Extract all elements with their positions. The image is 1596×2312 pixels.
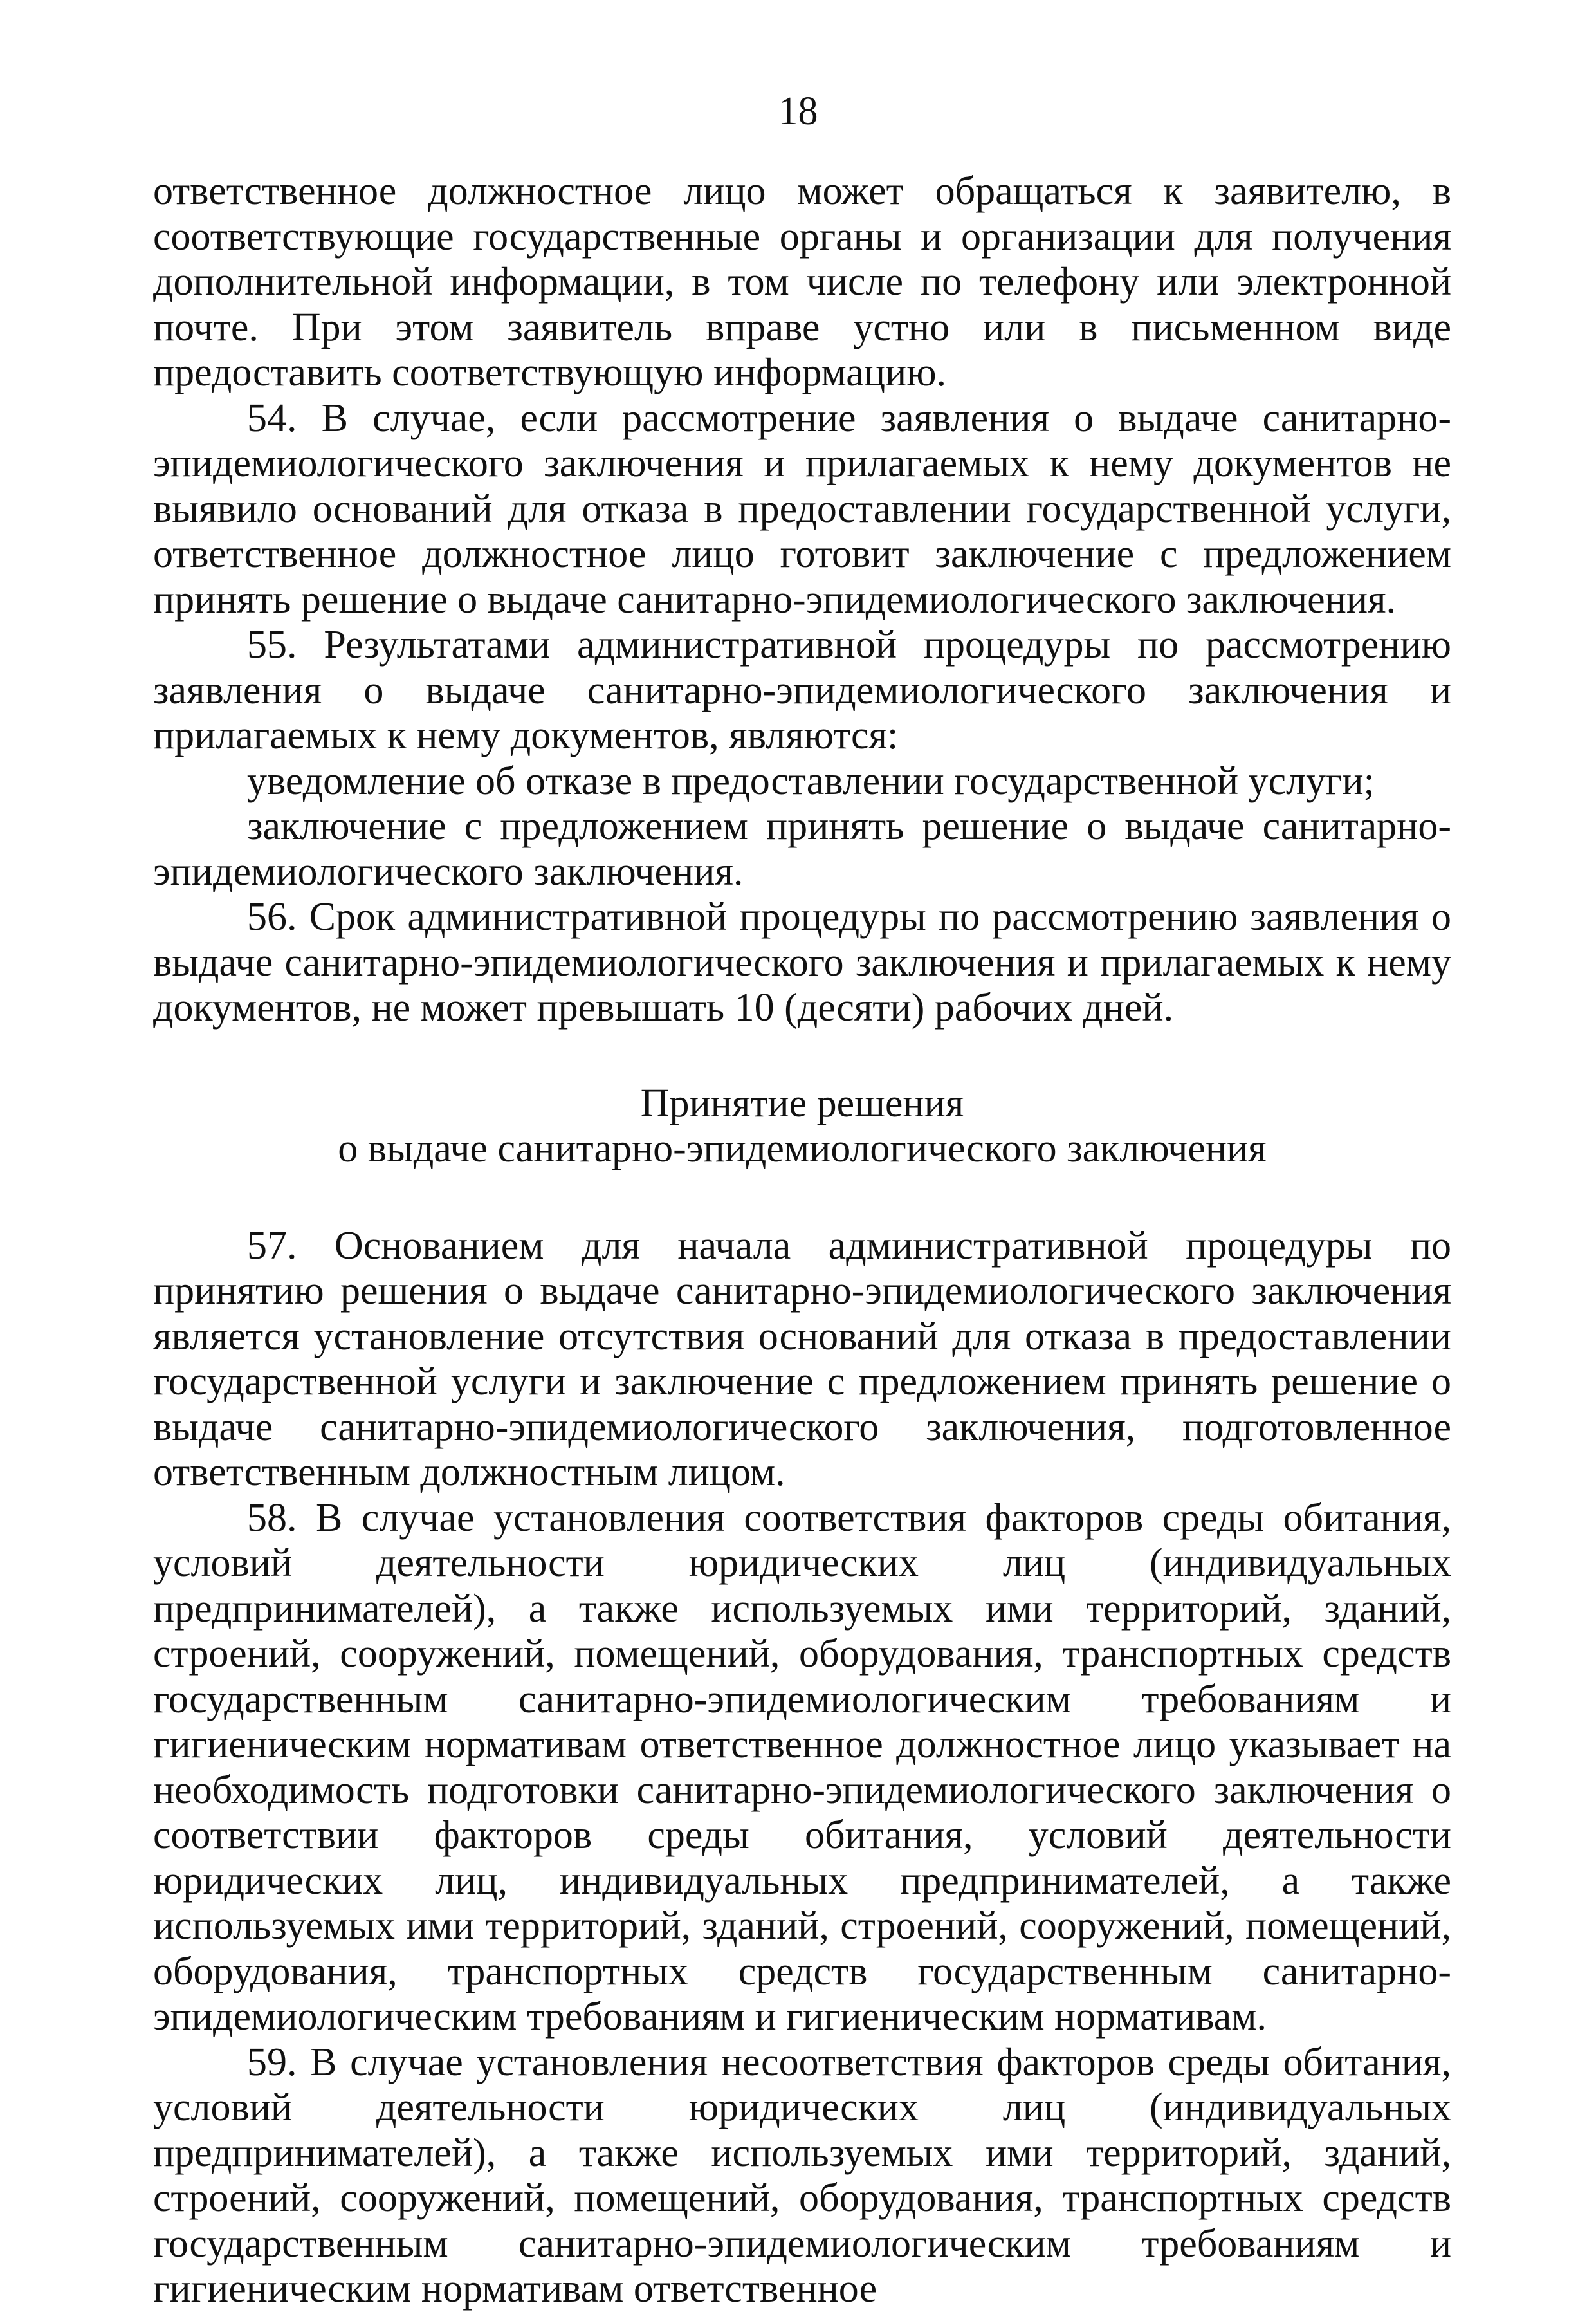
paragraphs-bottom <box>153 1223 1451 2312</box>
paragraph-59: 59. В случае установления несоответствия факторов среды обитания, условий деятельности юридических лиц (индивидуальных предпринимателей), а также используемых ими территорий, зданий, строений, сооружений, помещений, оборудования, транспортных средств государственным санитарно-эпидемиологическим требованиям и гигиеническим нормативам ответственное <box>153 2040 1451 2311</box>
paragraph-57: 57. Основанием для начала административной процедуры по принятию решения о выдаче санитарно-эпидемиологического заключения является установление отсутствия оснований для отказа в предоставлении государственной услуги и заключение с предложением принять решение о выдаче санитарно-эпидемиологического заключения, подготовленное ответственным должностным лицом. <box>153 1223 1451 1494</box>
paragraph-55-item-1: уведомление об отказе в предоставлении государственной услуги; <box>247 759 1375 803</box>
section-heading-line-1: Принятие решения <box>640 1081 964 1125</box>
paragraph-54: 54. В случае, если рассмотрение заявления о выдаче санитарно-эпидемиологического заключения и прилагаемых к нему документов не выявило оснований для отказа в предоставлении государственной услуги, ответственное должностное лицо готовит заключение с предложением принять решение о выдаче санитарно-эпидемиологического заключения. <box>153 396 1451 622</box>
paragraph: ответственное должностное лицо может обращаться к заявителю, в соответствующие государственные органы и организации для получения дополнительной информации, в том числе по телефону или электронной почте. При этом заявитель вправе устно или в письменном виде предоставить соответствующую информацию. <box>153 169 1451 394</box>
section-heading-line-2: о выдаче санитарно-эпидемиологического заключения <box>338 1127 1267 1170</box>
document-body <box>153 169 1451 2312</box>
paragraphs-top <box>153 169 1451 1031</box>
paragraph-58: 58. В случае установления соответствия факторов среды обитания, условий деятельности юридических лиц (индивидуальных предпринимателей), а также используемых ими территорий, зданий, строений, сооружений, помещений, оборудования, транспортных средств государственным санитарно-эпидемиологическим требованиям и гигиеническим нормативам ответственное должностное лицо указывает на необходимость подготовки санитарно-эпидемиологического заключения о соответствии факторов среды обитания, условий деятельности юридических лиц, индивидуальных предпринимателей, а также используемых ими территорий, зданий, строений, сооружений, помещений, оборудования, транспортных средств государственным санитарно-эпидемиологическим требованиям и гигиеническим нормативам. <box>153 1495 1451 2039</box>
paragraph-56: 56. Срок административной процедуры по рассмотрению заявления о выдаче санитарно-эпидемиологического заключения и прилагаемых к нему документов, не может превышать 10 (десяти) рабочих дней. <box>153 895 1451 1030</box>
paragraph-55-item-2: заключение с предложением принять решение о выдаче санитарно-эпидемиологического заключения. <box>153 804 1451 894</box>
page-number: 18 <box>778 89 818 133</box>
section-heading <box>153 1081 1451 1172</box>
paragraph-55: 55. Результатами административной процедуры по рассмотрению заявления о выдаче санитарно-эпидемиологического заключения и прилагаемых к нему документов, являются: <box>153 623 1451 757</box>
